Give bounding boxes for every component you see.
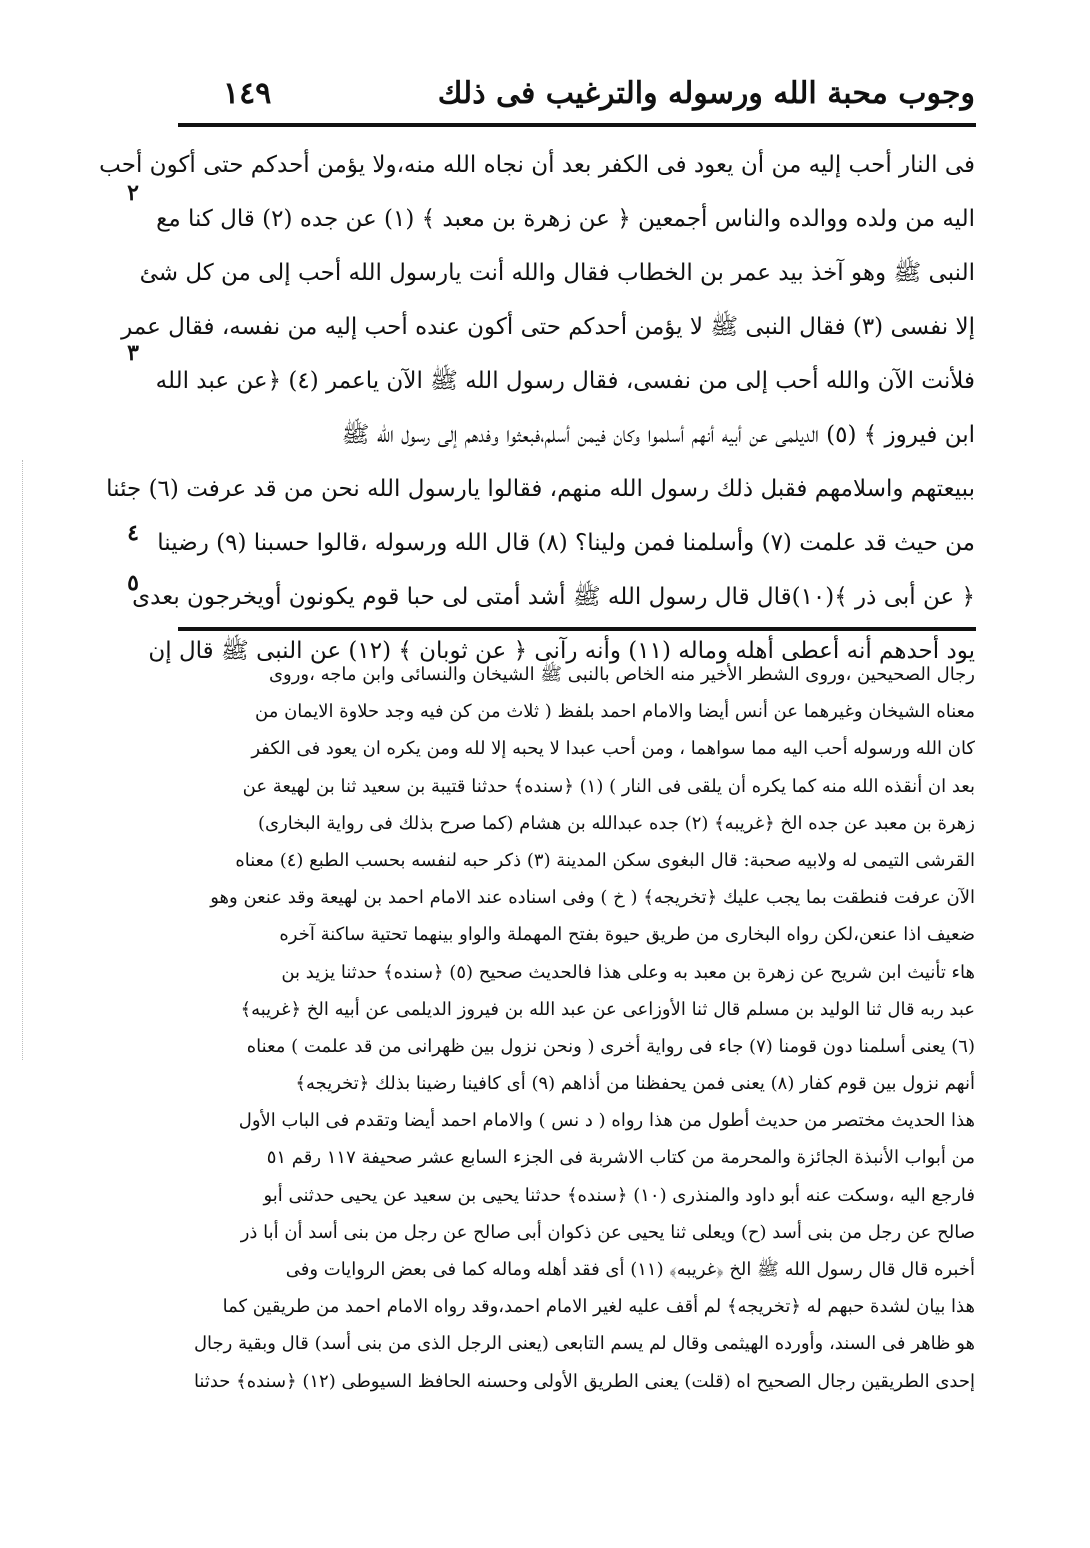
text-line: اليه من ولده ووالده والناس أجمعين ﴿ عن زهرة بن معبد ﴾ (١) عن جده (٢) قال كنا مع [156,206,975,232]
footnote-line: معناه الشيخان وغيرهما عن أنس أيضا والامام احمد بلفظ ( ثلاث من كن فيه وجد حلاوة الايمان من [255,701,975,723]
footnote-line: هذا الحديث مختصر من حديث أطول من هذا رواه ( د نس ) والامام احمد أيضا وتقدم فى الباب الأول [238,1110,975,1132]
text-line: ابن فيروز ﴾ (٥) الديلمى عن أبيه أنهم أسلموا وكان فيمن أسلم،فبعثوا وفدهم إلى رسول الله ﷺ [341,422,975,448]
footnote-line: كان الله ورسوله أحب اليه مما سواهما ، ومن أحب عبدا لا يحبه إلا لله ومن يكره ان يعود فى الكفر [251,738,975,760]
footnote-line: زهرة بن معبد عن جده الخ ﴿غريبه﴾ (٢) جده عبدالله بن هشام (كما صرح بذلك فى رواية البخارى) [257,812,975,834]
hadith-number: ٤ [127,520,139,546]
footnote-line: فارجع اليه ،وسكت عنه أبو داود والمنذرى (١٠) ﴿سنده﴾ حدثنا يحيى بن سعيد عن يحيى حدثنى أبو [263,1184,975,1206]
main-text [99,138,975,678]
footnote-line: أخبره قال قال رسول الله ﷺ الخ ﴿غريبه﴾ (١١) أى فقد أهله وماله كما فى بعض الروايات وفى [285,1259,975,1280]
footnote-line: بعد ان أنقذه الله منه كما يكره أن يلقى فى النار ) (١) ﴿سنده﴾ حدثنا قتيبة بن سعيد ثنا بن لهيعة عن [242,775,975,797]
footnote-line: من أبواب الأنبذة الجائزة والمحرمة من كتاب الاشربة فى الجزء السابع عشر صحيفة ١١٧ رقم ٥١ [266,1147,975,1169]
footnotes [180,656,975,1400]
footnote-line: الآن عرفت فنطقت بما يجب عليك ﴿تخريجه﴾ ( خ ) وفى اسناده عند الامام احمد بن لهيعة وقد عنعن وهو [210,887,975,909]
footnote-line: أنهم نزول بين قوم كفار (٨) يعنى فمن يحفظنا من أذاهم (٩) أى كافينا رضينا بذلك ﴿تخريجه﴾ [295,1073,975,1095]
scan-edge-mark [22,460,25,1060]
footnote-line: إحدى الطريقين رجال الصحيح اه (قلت) يعنى الطريق الأولى وحسنه الحافظ السيوطى (١٢) ﴿سنده﴾ حدثنا [193,1370,975,1392]
footnote-line: (٦) يعنى أسلمنا دون قومنا (٧) جاء فى رواية أخرى ( ونحن نزول بين ظهرانى من قد علمت ) معناه [246,1035,975,1057]
footnote-line: هو ظاهر فى السند، وأورده الهيثمى وقال لم يسم التابعى (يعنى الرجل الذى من بنى أسد) قال وبقية رجال [193,1333,975,1355]
text-line: من حيث قد علمت (٧) وأسلمنا فمن ولينا؟ (٨) قال الله ورسوله ،قالوا حسبنا (٩) رضينا [157,530,975,556]
text-line: ﴿ عن أبى ذر ﴾(١٠)قال قال رسول الله ﷺ أشد أمتى لى حبا قوم يكونون أويخرجون بعدى [132,584,975,610]
hadith-number: ٥ [127,570,139,596]
footnote-line: هذا بيان لشدة حبهم له ﴿تخريجه﴾ لم أقف عليه لغير الامام احمد،وقد رواه الامام احمد من طريقين كما [222,1296,975,1318]
text-line: فى النار أحب إليه من أن يعود فى الكفر بعد أن نجاه الله منه،ولا يؤمن أحدكم حتى أكون أحب [99,152,975,178]
hadith-number: ٢ [127,180,139,206]
text-line: يود أحدهم أنه أعطى أهله وماله (١١) وأنه رآنى ﴿ عن ثوبان ﴾ (١٢) عن النبى ﷺ قال إن [148,638,975,664]
footnote-line: صالح عن رجل من بنى أسد (ح) ويعلى ثنا يحيى عن ذكوان أبى صالح عن رجل من بنى أسد أن أبا ذر [240,1221,975,1243]
chapter-title: وجوب محبة الله ورسوله والترغيب فى ذلك [437,76,975,111]
hadith-number: ٣ [127,340,139,366]
text-line: النبى ﷺ وهو آخذ بيد عمر بن الخطاب فقال والله أنت يارسول الله أحب إلى من كل شئ [139,260,975,286]
footnote-line: عبد ربه قال ثنا الوليد بن مسلم قال ثنا الأوزاعى عن عبد الله بن فيروز الديلمى عن أبيه الخ ﴿غريبه﴾ [240,998,975,1020]
text-line: إلا نفسى (٣) فقال النبى ﷺ لا يؤمن أحدكم حتى أكون عنده أحب إليه من نفسه، فقال عمر [121,314,975,340]
footnote-divider [178,627,976,631]
page-number: ١٤٩ [223,76,272,111]
footnote-line: رجال الصحيحين ،وروى الشطر الأخير منه الخاص بالنبى ﷺ الشيخان والنسائى وابن ماجه ،وروى [268,664,975,685]
text-line: فلأنت الآن والله أحب إلى من نفسى، فقال رسول الله ﷺ الآن ياعمر (٤) ﴿عن عبد الله [155,368,975,394]
page-header [175,70,975,120]
text-line: ببيعتهم واسلامهم فقبل ذلك رسول الله منهم، فقالوا يارسول الله نحن من قد عرفت (٦) جئنا [106,476,975,502]
header-divider [178,123,976,127]
footnote-line: هاء تأنيث ابن شريح عن زهرة بن معبد به وعلى هذا فالحديث صحيح (٥) ﴿سنده﴾ حدثنا يزيد بن [281,961,975,983]
footnote-line: القرشى التيمى له ولابيه صحبة: قال البغوى سكن المدينة (٣) ذكر حبه لنفسه بحسب الطبع (٤) معناه [235,849,975,871]
footnote-line: ضعيف اذا عنعن،لكن رواه البخارى من طريق حيوة بفتح المهملة والواو بينهما تحتية ساكنة آخره [279,924,975,946]
